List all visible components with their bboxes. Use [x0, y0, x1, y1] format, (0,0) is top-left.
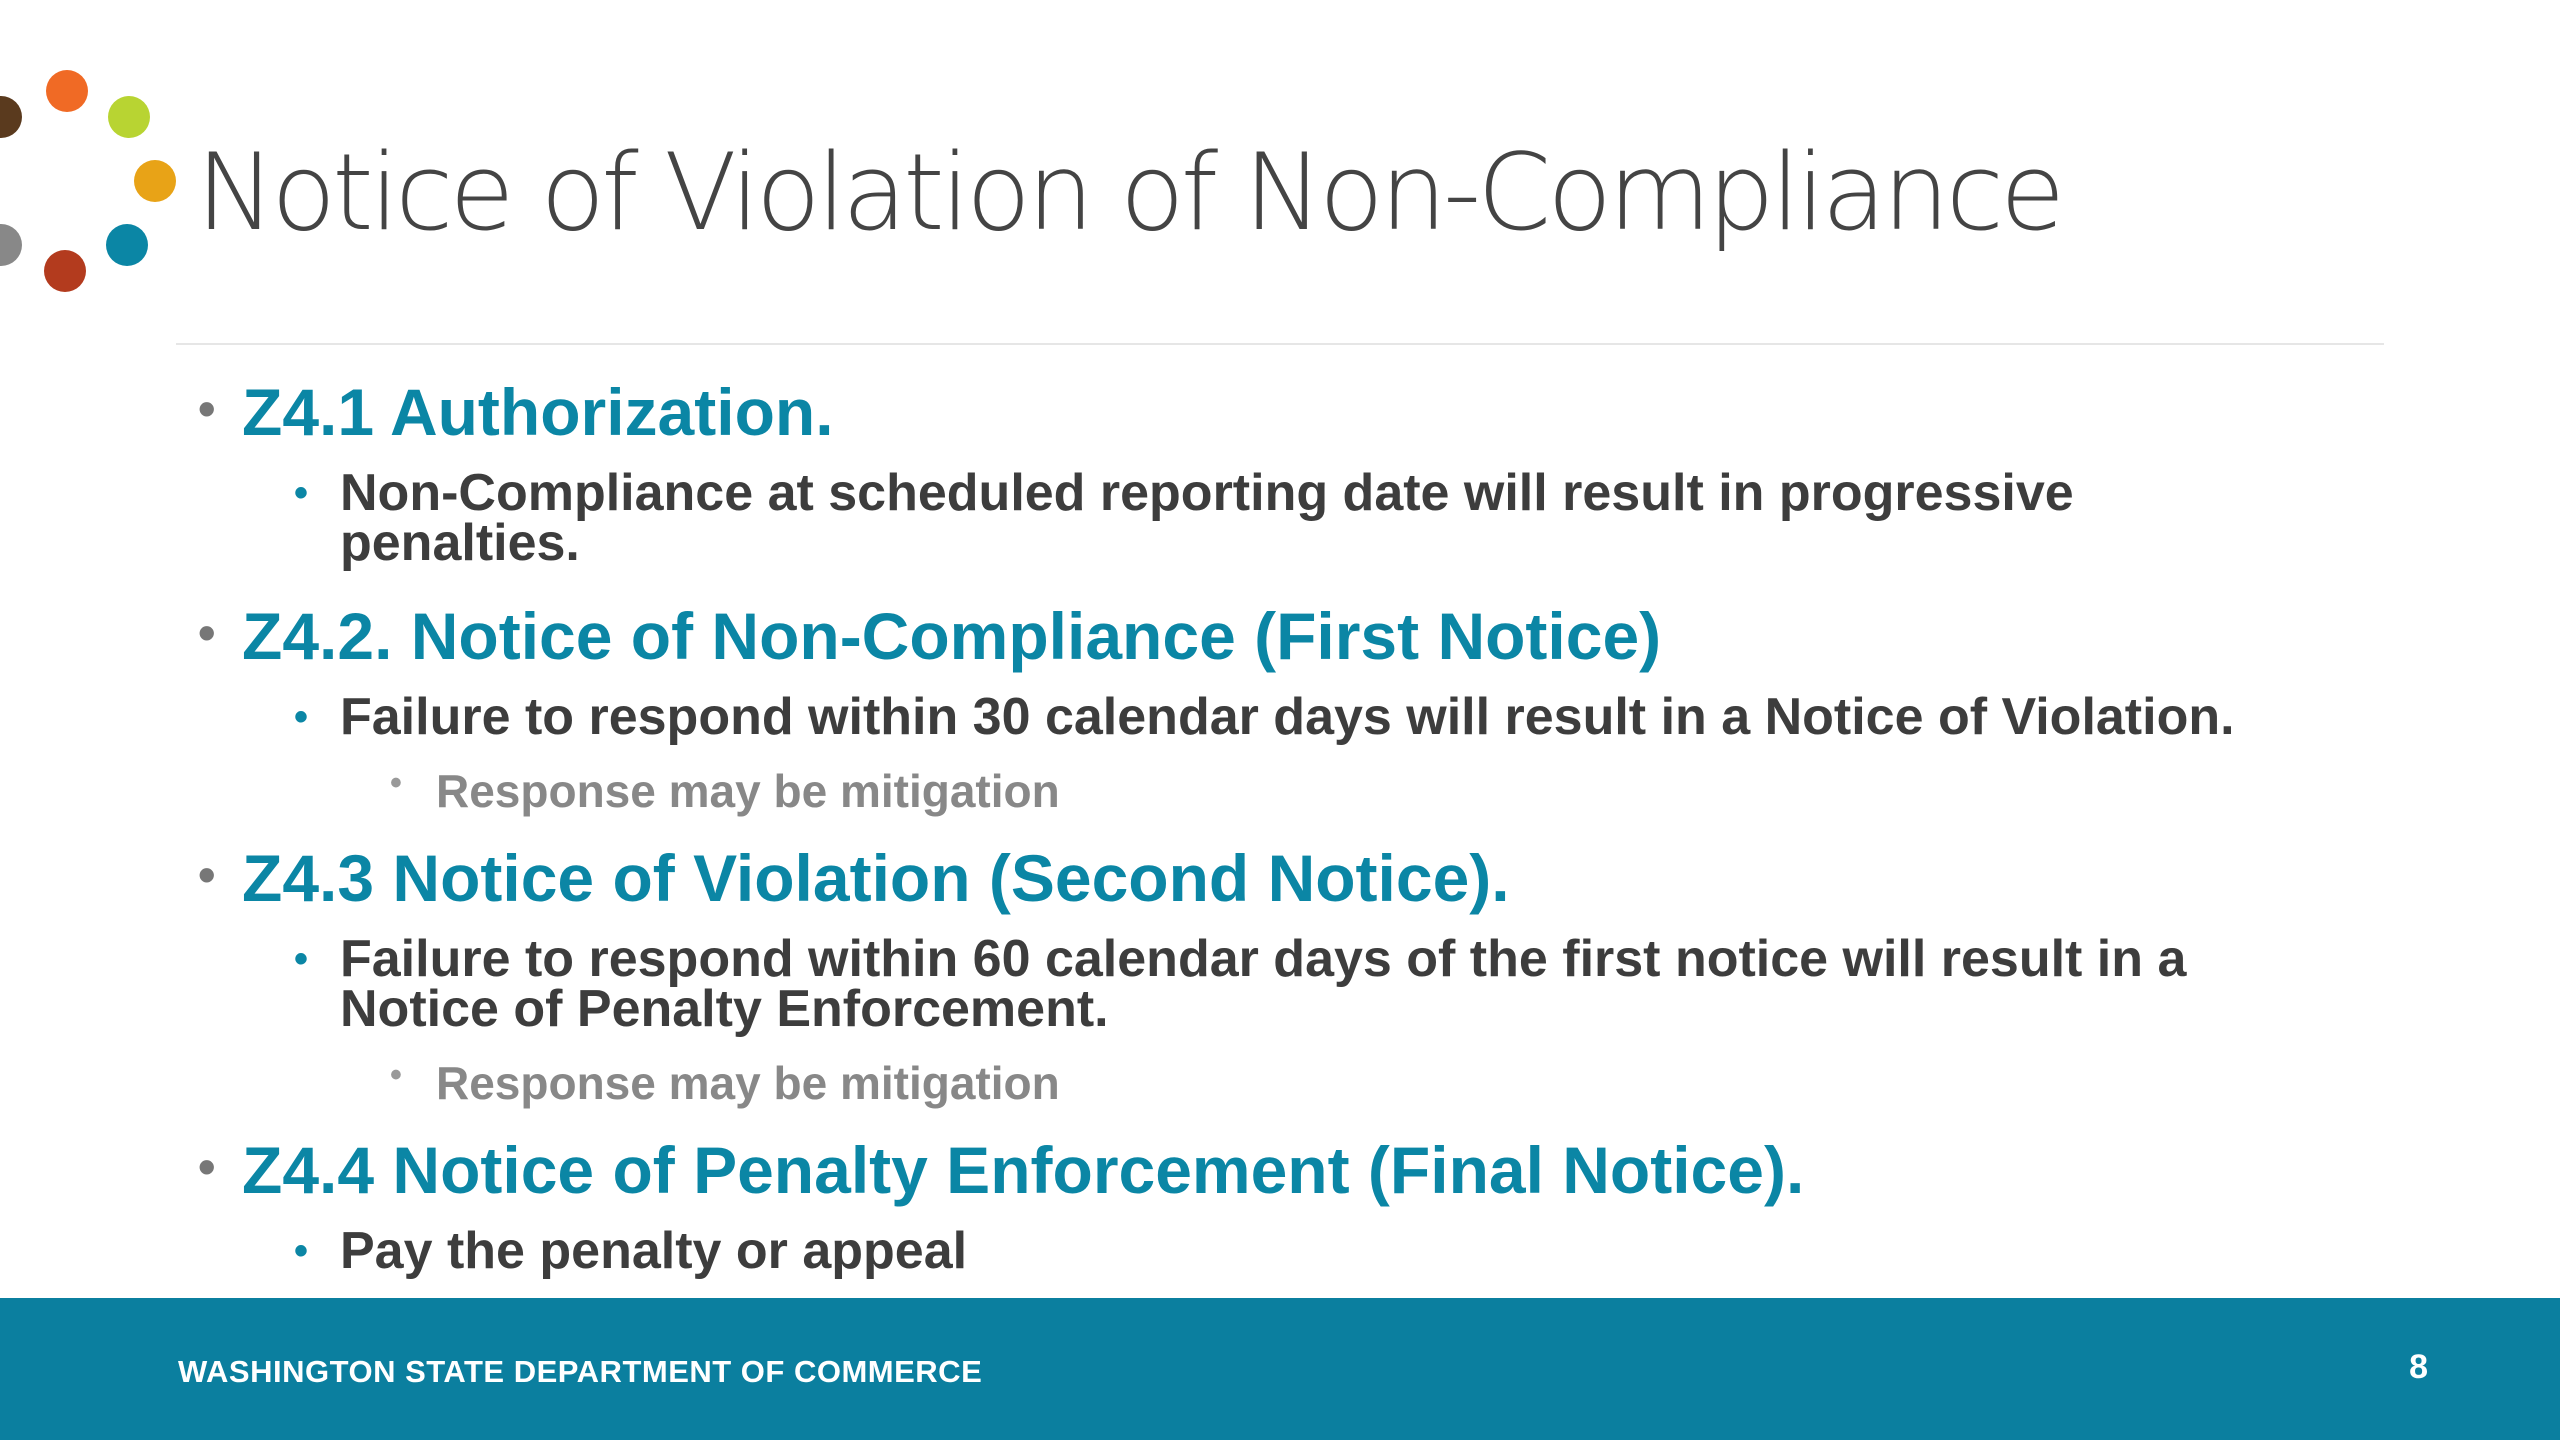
bullet-icon: • [390, 764, 402, 802]
bullet-point-line: Failure to respond within 60 calendar days of the first notice will result in a [340, 930, 2187, 988]
page-number: 8 [2409, 1348, 2428, 1386]
logo-dot-brown [0, 96, 22, 138]
bullet-point-continuation [340, 514, 580, 572]
section-heading-text: Z4.2. Notice of Non-Compliance (First Notice) [242, 599, 1662, 673]
section-heading-text: Z4.3 Notice of Violation (Second Notice). [242, 841, 1510, 915]
section-heading-text: Z4.4 Notice of Penalty Enforcement (Final Notice). [242, 1133, 1805, 1207]
logo [0, 0, 190, 310]
bullet-icon: • [198, 1139, 216, 1195]
bullet-icon: • [198, 381, 216, 437]
section-heading [198, 840, 1510, 916]
logo-dot-teal [106, 224, 148, 266]
title-divider [176, 343, 2384, 345]
bullet-icon: • [294, 937, 309, 981]
bullet-icon: • [294, 695, 309, 739]
section-heading [198, 598, 1662, 674]
slide-title: Notice of Violation of Non-Compliance [196, 131, 2062, 254]
logo-dot-gold [134, 160, 176, 202]
bullet-point-line: Failure to respond within 30 calendar days will result in a Notice of Violation. [340, 688, 2235, 746]
bullet-point-line: penalties. [340, 514, 580, 572]
sub-bullet-text: Response may be mitigation [436, 765, 1060, 817]
bullet-icon: • [198, 605, 216, 661]
sub-bullet-point [390, 1056, 1060, 1110]
logo-dot-orange [46, 70, 88, 112]
bullet-point-line: Non-Compliance at scheduled reporting date will result in progressive [340, 464, 2074, 522]
section-heading [198, 1132, 1805, 1208]
footer-organization: WASHINGTON STATE DEPARTMENT OF COMMERCE [178, 1354, 983, 1389]
sub-bullet-point [390, 764, 1060, 818]
bullet-icon: • [390, 1056, 402, 1094]
bullet-point [294, 1222, 968, 1280]
bullet-point [294, 930, 2187, 988]
bullet-point-line: Pay the penalty or appeal [340, 1222, 968, 1280]
section-heading [198, 374, 834, 450]
bullet-point [294, 464, 2074, 522]
bullet-point [294, 688, 2235, 746]
bullet-icon: • [294, 471, 309, 515]
logo-dot-lime [108, 96, 150, 138]
bullet-icon: • [294, 1229, 309, 1273]
section-heading-text: Z4.1 Authorization. [242, 375, 834, 449]
footer-bar [0, 1298, 2560, 1440]
sub-bullet-text: Response may be mitigation [436, 1057, 1060, 1109]
bullet-icon: • [198, 847, 216, 903]
bullet-point-line: Notice of Penalty Enforcement. [340, 980, 1109, 1038]
logo-dot-red [44, 250, 86, 292]
bullet-point-continuation [340, 980, 1109, 1038]
logo-dot-gray [0, 224, 22, 266]
